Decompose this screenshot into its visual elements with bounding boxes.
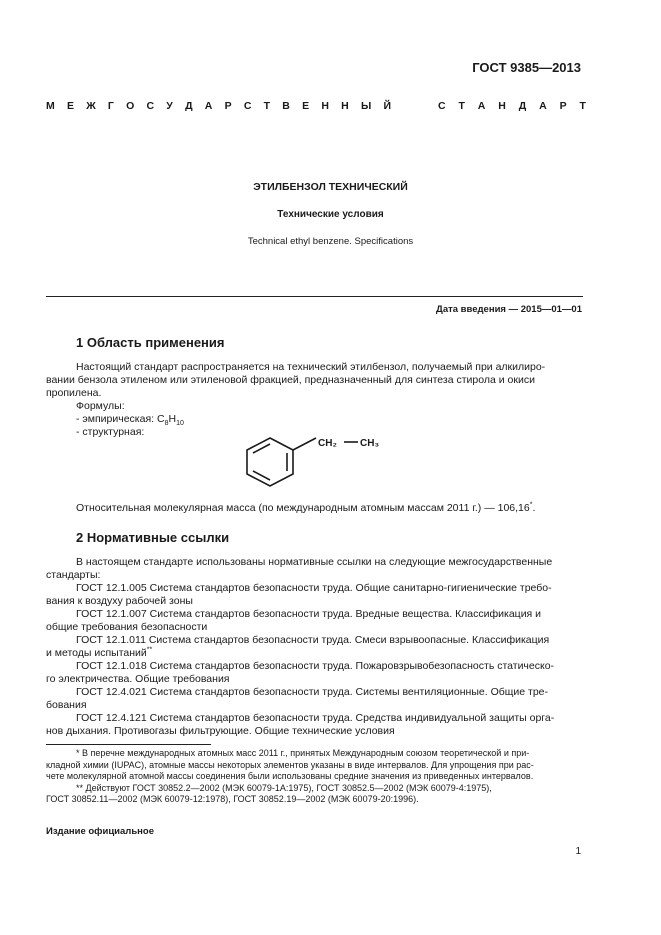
letter: М xyxy=(46,100,55,112)
intro-date: Дата введения — 2015—01—01 xyxy=(436,304,582,315)
letter: А xyxy=(204,100,213,112)
letter: Н xyxy=(321,100,329,112)
footnote-divider xyxy=(46,744,211,745)
letter: Е xyxy=(66,100,74,112)
page-number: 1 xyxy=(575,846,581,857)
reference-line: бования xyxy=(46,699,87,711)
letter: Т xyxy=(458,100,465,112)
letter: Р xyxy=(559,100,567,112)
reference-line: ГОСТ 12.4.021 Система стандартов безопасности труда. Системы вентиляционные. Общие тре- xyxy=(76,686,548,698)
letter: Ж xyxy=(86,100,96,112)
letter: Ы xyxy=(360,100,372,112)
reference-line: ГОСТ 12.1.011 Система стандартов безопасности труда. Смеси взрывоопасные. Классификация xyxy=(76,634,550,646)
interstate-standard-label xyxy=(46,100,586,112)
title-divider xyxy=(46,296,583,297)
reference-line: ГОСТ 12.1.018 Система стандартов безопасности труда. Пожаровзрывобезопасность статическо- xyxy=(76,660,555,672)
formulas-label: Формулы: xyxy=(76,400,125,412)
letter: Й xyxy=(383,100,391,112)
interstate-word xyxy=(46,100,391,112)
letter: С xyxy=(146,100,155,112)
letter: С xyxy=(438,100,446,112)
bond-ring-ch2 xyxy=(293,438,316,450)
standard-word xyxy=(438,100,586,112)
letter: Т xyxy=(263,100,271,112)
reference-line: и методы испытаний** xyxy=(46,646,153,659)
letter: Д xyxy=(518,100,527,112)
footnote-line: чете молекулярной атомной массы соединения были использованы средние значения из приведенных интервалов. xyxy=(46,771,534,781)
letter: Д xyxy=(185,100,193,112)
reference-line: вания к воздуху рабочей зоны xyxy=(46,595,193,607)
reference-line: ГОСТ 12.4.121 Система стандартов безопасности труда. Средства индивидуальной защиты орга- xyxy=(76,712,555,724)
letter: В xyxy=(282,100,290,112)
letter: Е xyxy=(302,100,310,112)
letter: У xyxy=(166,100,173,112)
empirical-formula: - эмпирическая: $C_8H_{10}$ xyxy=(76,413,184,428)
benzene-ring xyxy=(247,438,293,486)
section-2-heading: 2 Нормативные ссылки xyxy=(76,530,230,545)
ethylbenzene-structure xyxy=(240,432,410,494)
letter: Т xyxy=(579,100,586,112)
letter: А xyxy=(477,100,486,112)
reference-line: ГОСТ 12.1.007 Система стандартов безопасности труда. Вредные вещества. Классификация и xyxy=(76,608,542,620)
document-title: ЭТИЛБЕНЗОЛ ТЕХНИЧЕСКИЙ xyxy=(253,181,408,193)
document-subtitle: Технические условия xyxy=(277,209,384,220)
structural-label: - структурная: xyxy=(76,426,145,438)
letter: А xyxy=(539,100,547,112)
paragraph-line: Настоящий стандарт распространяется на технический этилбензол, получаемый при алкилиро- xyxy=(76,361,546,373)
letter: Н xyxy=(498,100,506,112)
letter: С xyxy=(243,100,252,112)
standard-code: ГОСТ 9385—2013 xyxy=(472,60,581,75)
molecular-mass: Относительная молекулярная масса (по международным атомным массам 2011 г.) — 106,16*. xyxy=(76,501,536,514)
section-1-heading: 1 Область применения xyxy=(76,335,225,350)
ch2-group: CH₂ xyxy=(318,438,337,449)
english-title: Technical ethyl benzene. Specifications xyxy=(247,236,414,247)
paragraph-line: вании бензола этиленом или этиленовой фракцией, предназначенный для синтеза стирола и окиси xyxy=(46,374,535,386)
reference-line: нов дыхания. Противогазы фильтрующие. Общие технические условия xyxy=(46,725,395,737)
letter: Г xyxy=(107,100,114,112)
ch3-group: CH₃ xyxy=(360,438,380,449)
footnote-line: кладной химии (IUPAC), атомные массы некоторых элементов указаны в виде интервалов. Для упрощения при рас- xyxy=(46,759,534,770)
footnote-line: ** Действуют ГОСТ 30852.2—2002 (МЭК 60079-1А:1975), ГОСТ 30852.5—2002 (МЭК 60079-4:1975), xyxy=(76,782,492,793)
reference-line: го электричества. Общие требования xyxy=(46,673,230,685)
letter: О xyxy=(126,100,135,112)
footnote-line: * В перечне международных атомных масс 2011 г., принятых Международным союзом теоретической и при- xyxy=(76,748,530,758)
footnote-line: ГОСТ 30852.11—2002 (МЭК 60079-12:1978), ГОСТ 30852.19—2002 (МЭК 60079-20:1996). xyxy=(46,794,419,804)
paragraph-line: В настоящем стандарте использованы нормативные ссылки на следующие межгосударственные xyxy=(76,556,553,568)
edition-label: Издание официальное xyxy=(46,826,154,837)
reference-line: общие требования безопасности xyxy=(46,621,208,633)
paragraph-line: стандарты: xyxy=(46,569,101,581)
letter: Н xyxy=(341,100,349,112)
letter: Р xyxy=(224,100,232,112)
paragraph-line: пропилена. xyxy=(46,387,102,399)
reference-line: ГОСТ 12.1.005 Система стандартов безопасности труда. Общие санитарно-гигиенические требо- xyxy=(76,582,552,594)
